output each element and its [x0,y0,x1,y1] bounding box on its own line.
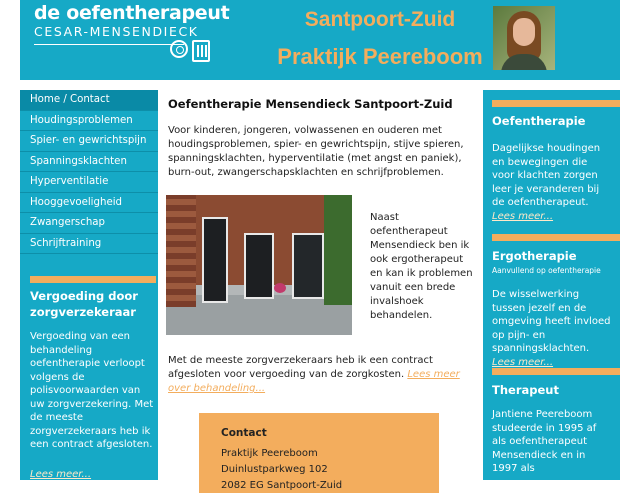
oefentherapie-heading: Oefentherapie [492,114,586,128]
sidebar-item-schrijftraining[interactable]: Schrijftraining [20,234,158,255]
right-sidebar [483,90,620,480]
ergotherapie-heading: Ergotherapie [492,249,577,263]
therapist-photo [493,6,555,70]
section-divider [492,368,620,375]
ergotherapie-more-link[interactable]: Lees meer... [492,356,554,368]
practice-heading: Praktijk Peereboom [277,44,483,69]
quality-marks [170,40,216,64]
contact-name: Praktijk Peereboom [221,448,318,459]
ergotherapie-text [492,288,612,369]
contact-city: 2082 EG Santpoort-Zuid [221,480,343,491]
sidebar-item-zwangerschap[interactable]: Zwangerschap [20,213,158,234]
coverage-more-link[interactable]: Lees meer over behandeling... [168,369,460,394]
logo-subtitle: CESAR-MENSENDIECK [34,24,199,39]
sidebar-item-spanningsklachten[interactable]: Spanningsklachten [20,152,158,173]
section-divider [30,276,156,283]
oefentherapie-description: Dagelijkse houdingen en bewegingen die voor klachten zorgen leer je veranderen bij de oefentherapeut. [492,143,601,208]
left-sidebar [20,90,158,480]
section-divider [492,100,620,107]
therapist-intro-text: Naast oefentherapeut Mensendieck ben ik ook ergotherapeut en kan ik problemen vanuit een brede invalshoek behandelen. [370,212,473,321]
contact-heading: Contact [221,427,267,439]
certification-icon [192,40,210,62]
reimbursement-text: Vergoeding van een behandeling oefentherapie verloopt volgens de polisvoorwaarden van uw zorgverzekering. Met de meeste zorgverzekeraars heb ik een contract afgesloten. [30,331,154,450]
page-title: Oefentherapie Mensendieck Santpoort-Zuid [168,97,453,111]
sidebar-item-hooggevoeligheid[interactable]: Hooggevoeligheid [20,193,158,214]
reimbursement-more-link[interactable]: Lees meer... [30,469,92,480]
sidebar-item-houdingsproblemen[interactable]: Houdingsproblemen [20,111,158,132]
sidebar-item-home-contact[interactable]: Home / Contact [20,90,158,111]
ergotherapie-subtitle: Aanvullend op oefentherapie [492,266,601,275]
quality-seal-icon [170,40,188,58]
therapeut-heading: Therapeut [492,383,559,397]
practice-building-photo [166,195,352,335]
coverage-text: Met de meeste zorgverzekeraars heb ik een contract afgesloten voor vergoeding van de zorgkosten. [168,355,433,380]
oefentherapie-more-link[interactable]: Lees meer... [492,210,554,222]
ergotherapie-description: De wisselwerking tussen jezelf en de omgeving heeft invloed op pijn- en spanningsklachten. [492,289,611,354]
coverage-paragraph [168,354,470,396]
section-divider [492,234,620,241]
logo-divider [34,44,184,45]
oefentherapie-text [492,142,612,223]
contact-street: Duinlustparkweg 102 [221,464,328,475]
sidebar-item-spier-gewrichtspijn[interactable]: Spier- en gewrichtspijn [20,131,158,152]
logo-title[interactable]: de oefentherapeut [34,2,230,24]
sidebar-nav [20,90,158,254]
sidebar-item-hyperventilatie[interactable]: Hyperventilatie [20,172,158,193]
reimbursement-heading: Vergoeding door zorgverzekeraar [30,289,138,319]
contact-box [199,413,439,493]
location-heading: Santpoort-Zuid [304,8,456,31]
intro-text: Voor kinderen, jongeren, volwassenen en ouderen met houdingsproblemen, spier- en gewrichtspijn, stijve spieren, spanningsklachten, hyperventilatie (met angst en paniek), burn-out, zwangerschapsklachten en schrijfproblemen. [168,125,464,178]
therapeut-text: Jantiene Peereboom studeerde in 1995 af als oefentherapeut Mensendieck en in 1997 als [492,409,597,474]
